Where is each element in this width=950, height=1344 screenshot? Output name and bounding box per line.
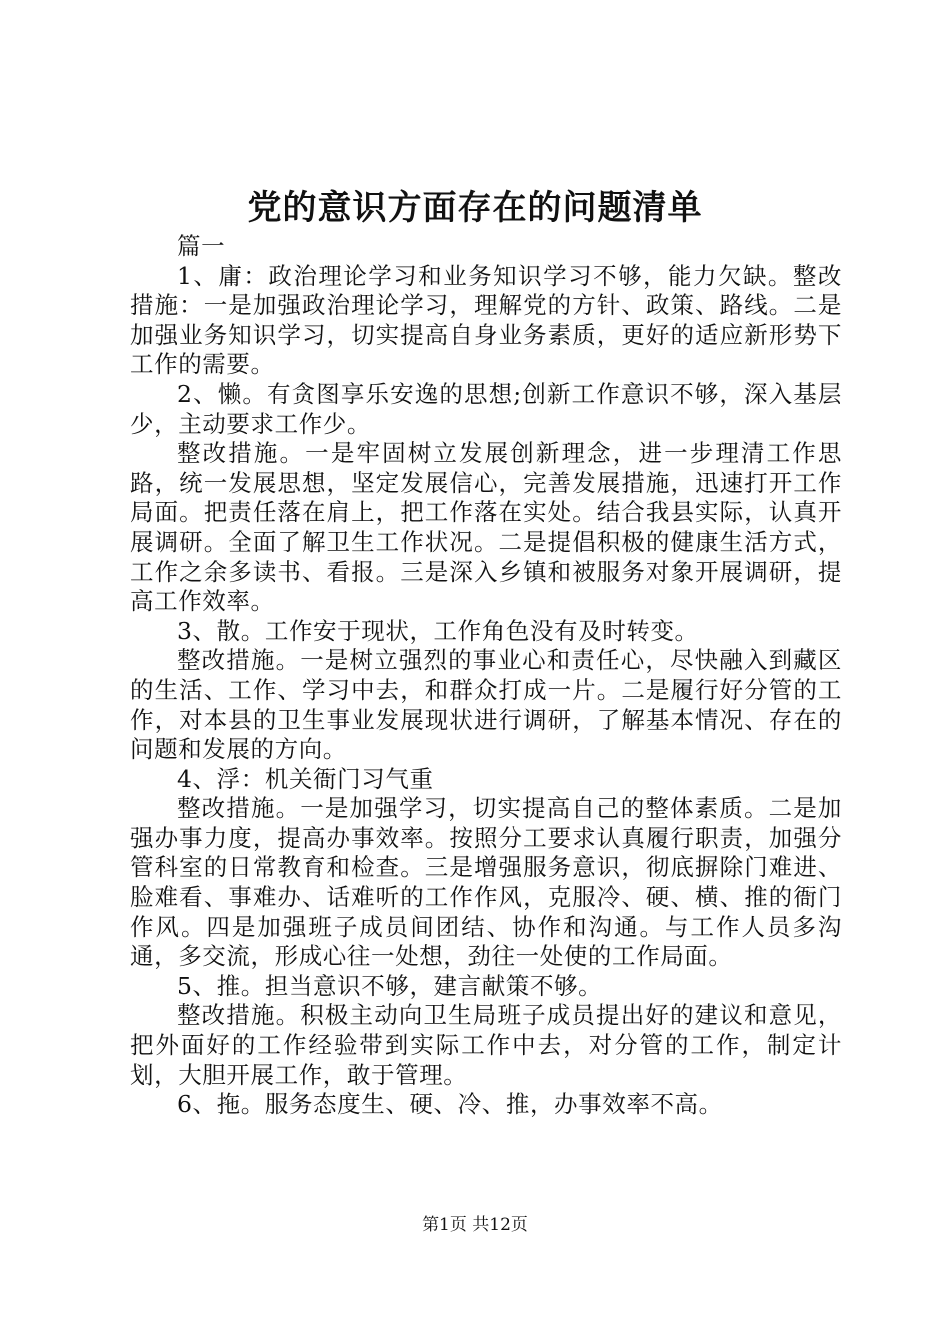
body-paragraph: 整改措施。积极主动向卫生局班子成员提出好的建议和意见，把外面好的工作经验带到实际工作中去，对分管的工作，制定计划，大胆开展工作，敢于管理。 xyxy=(130,1001,842,1089)
document-body xyxy=(130,232,842,1120)
body-paragraph: 2、懒。有贪图享乐安逸的思想;创新工作意识不够，深入基层少，主动要求工作少。 xyxy=(130,379,842,438)
body-paragraph: 1、庸：政治理论学习和业务知识学习不够，能力欠缺。整改措施：一是加强政治理论学习，理解党的方针、政策、路线。二是加强业务知识学习，切实提高自身业务素质，更好的适应新形势下工作的需要。 xyxy=(130,261,842,379)
body-paragraph: 3、散。工作安于现状，工作角色没有及时转变。 xyxy=(177,616,699,645)
page-number-footer: 第1页 共12页 xyxy=(422,1215,528,1235)
body-paragraph: 5、推。担当意识不够，建言献策不够。 xyxy=(177,971,603,1000)
body-paragraph: 整改措施。一是加强学习，切实提高自己的整体素质。二是加强办事力度，提高办事效率。按照分工要求认真履行职责，加强分管科室的日常教育和检查。三是增强服务意识，彻底摒除门难进、脸难看、事难办、话难听的工作作风，克服冷、硬、横、推的衙门作风。四是加强班子成员间团结、协作和沟通。与工作人员多沟通，多交流，形成心往一处想，劲往一处使的工作局面。 xyxy=(130,794,842,971)
section-heading: 篇一 xyxy=(177,232,226,260)
body-paragraph: 4、浮：机关衙门习气重 xyxy=(177,764,434,793)
document-title: 党的意识方面存在的问题清单 xyxy=(247,188,703,228)
body-paragraph: 6、拖。服务态度生、硬、冷、推，办事效率不高。 xyxy=(177,1090,723,1119)
body-paragraph: 整改措施。一是树立强烈的事业心和责任心，尽快融入到藏区的生活、工作、学习中去，和群众打成一片。二是履行好分管的工作，对本县的卫生事业发展现状进行调研，了解基本情况、存在的问题和发展的方向。 xyxy=(130,646,842,764)
body-paragraph: 整改措施。一是牢固树立发展创新理念，进一步理清工作思路，统一发展思想，坚定发展信心，完善发展措施，迅速打开工作局面。把责任落在肩上，把工作落在实处。结合我县实际，认真开展调研。全面了解卫生工作状况。二是提倡积极的健康生活方式，工作之余多读书、看报。三是深入乡镇和被服务对象开展调研，提高工作效率。 xyxy=(130,439,842,616)
